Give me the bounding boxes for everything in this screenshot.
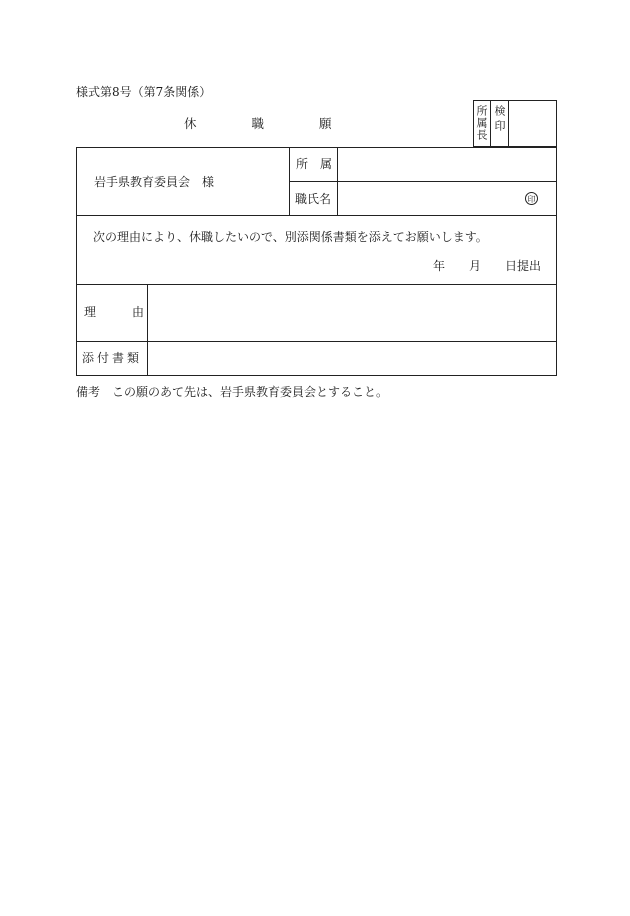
addressee: 岩手県教育委員会 様 [94, 175, 215, 189]
reason-field[interactable] [148, 285, 556, 340]
submission-date: 年 月 日提出 [433, 259, 542, 273]
form-title: 休 職 願 [184, 116, 333, 131]
inspection-stamp-area[interactable] [509, 101, 556, 146]
form-number: 様式第8号（第7条関係） [76, 85, 212, 99]
inspection-head-col2: 検印 [493, 105, 506, 135]
row-divider-1 [76, 215, 557, 216]
reason-label: 理 由 [84, 305, 145, 319]
affiliation-field[interactable] [338, 148, 556, 181]
attachments-field[interactable] [148, 342, 556, 375]
name-field[interactable] [338, 182, 518, 215]
inspection-divider-1 [490, 100, 491, 147]
name-label: 職氏名 [295, 192, 332, 206]
attachments-label: 添付書類 [82, 351, 143, 365]
note: 備考 この願のあて先は、岩手県教育委員会とすること。 [76, 385, 389, 399]
inspection-head-col1: 所属長 [475, 105, 488, 141]
statement-text: 次の理由により、休職したいので、別添関係書類を添えてお願いします。 [93, 230, 488, 244]
affiliation-label: 所 属 [296, 157, 333, 171]
seal-mark: 印 [525, 192, 538, 205]
